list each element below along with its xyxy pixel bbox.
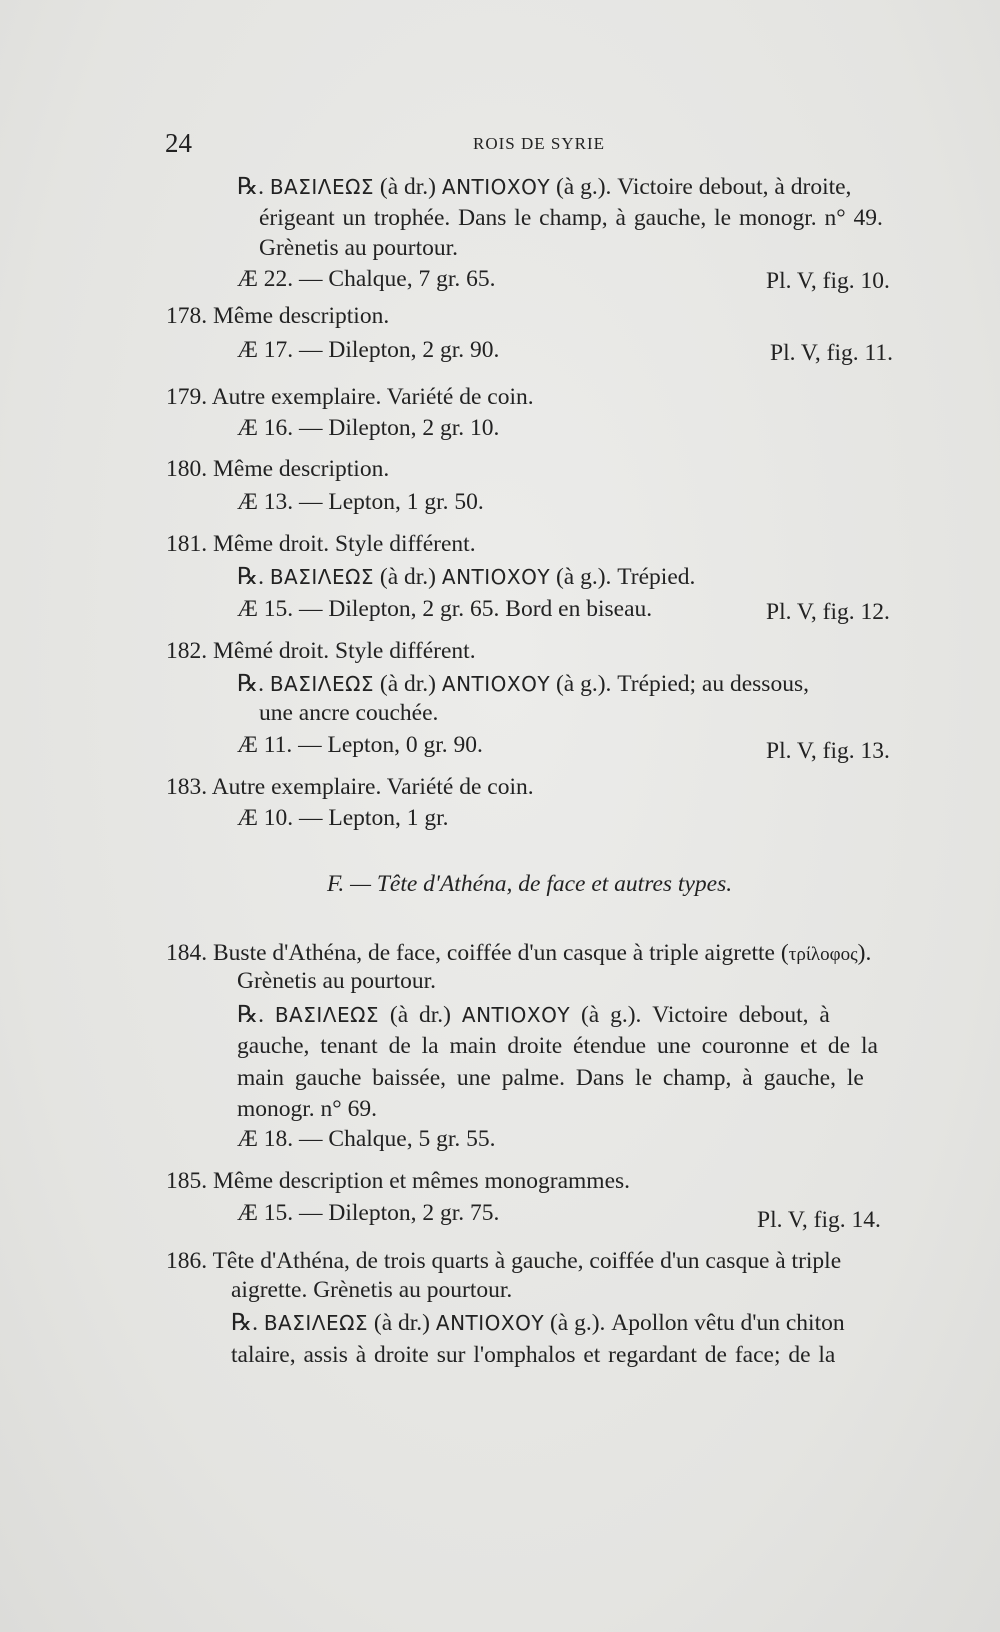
entry-181-reverse: ℞. ΒΑΣΙΛΕΩΣ (à dr.) ΑΝΤΙΟΧΟΥ (à g.). Trépied. (237, 564, 696, 590)
entry-177-reverse: ℞. ΒΑΣΙΛΕΩΣ (à dr.) ΑΝΤΙΟΧΟΥ (à g.). Victoire debout, à droite, (237, 174, 852, 200)
text-line: Æ 15. — Dilepton, 2 gr. 65. Bord en biseau. (237, 596, 653, 622)
text-line: Æ 11. — Lepton, 0 gr. 90. (237, 732, 483, 758)
plate-reference: Pl. V, fig. 14. (757, 1207, 881, 1233)
text-line: Æ 22. — Chalque, 7 gr. 65. (237, 266, 496, 292)
entry-178: 178. Même description. (166, 303, 390, 329)
text-line: gauche, tenant de la main droite étendue une couronne et de la (237, 1033, 878, 1059)
entry-180: 180. Même description. (166, 456, 390, 482)
entry-182: 182. Mêmé droit. Style différent. (166, 638, 476, 664)
entry-186-reverse: ℞. ΒΑΣΙΛΕΩΣ (à dr.) ΑΝΤΙΟΧΟΥ (à g.). Apollon vêtu d'un chiton (231, 1310, 845, 1336)
text-line: main gauche baissée, une palme. Dans le champ, à gauche, le (237, 1065, 864, 1091)
entry-185: 185. Même description et mêmes monogrammes. (166, 1168, 631, 1194)
entry-186: 186. Tête d'Athéna, de trois quarts à gauche, coiffée d'un casque à triple (166, 1248, 842, 1274)
entry-179: 179. Autre exemplaire. Variété de coin. (166, 384, 534, 410)
section-heading: F. — Tête d'Athéna, de face et autres types. (327, 871, 733, 897)
text-line: aigrette. Grènetis au pourtour. (231, 1277, 513, 1303)
plate-reference: Pl. V, fig. 11. (770, 340, 893, 366)
text-line: Æ 10. — Lepton, 1 gr. (237, 805, 449, 831)
text-line: érigeant un trophée. Dans le champ, à gauche, le monogr. n° 49. (259, 205, 883, 231)
text-line: Æ 15. — Dilepton, 2 gr. 75. (237, 1200, 500, 1226)
text-line: monogr. n° 69. (237, 1096, 377, 1122)
page-number: 24 (165, 128, 192, 158)
text-line: Æ 18. — Chalque, 5 gr. 55. (237, 1126, 496, 1152)
entry-182-reverse: ℞. ΒΑΣΙΛΕΩΣ (à dr.) ΑΝΤΙΟΧΟΥ (à g.). Trépied; au dessous, (237, 671, 809, 697)
text-line: Grènetis au pourtour. (237, 968, 437, 994)
text-line: Æ 13. — Lepton, 1 gr. 50. (237, 489, 484, 515)
entry-181: 181. Même droit. Style différent. (166, 531, 476, 557)
text-line: Æ 17. — Dilepton, 2 gr. 90. (237, 337, 500, 363)
plate-reference: Pl. V, fig. 12. (766, 599, 890, 625)
plate-reference: Pl. V, fig. 10. (766, 268, 890, 294)
plate-reference: Pl. V, fig. 13. (766, 738, 890, 764)
entry-184-reverse: ℞. ΒΑΣΙΛΕΩΣ (à dr.) ΑΝΤΙΟΧΟΥ (à g.). Victoire debout, à (237, 1002, 830, 1028)
entry-184: 184. Buste d'Athéna, de face, coiffée d'un casque à triple aigrette (τρίλοφος). (166, 940, 872, 966)
text-line: une ancre couchée. (259, 700, 439, 726)
text-line: Æ 16. — Dilepton, 2 gr. 10. (237, 415, 500, 441)
entry-183: 183. Autre exemplaire. Variété de coin. (166, 774, 534, 800)
page-header (165, 128, 905, 158)
text-line: Grènetis au pourtour. (259, 235, 459, 261)
text-line: talaire, assis à droite sur l'omphalos et regardant de face; de la (231, 1342, 836, 1368)
running-title: ROIS DE SYRIE (473, 134, 606, 153)
